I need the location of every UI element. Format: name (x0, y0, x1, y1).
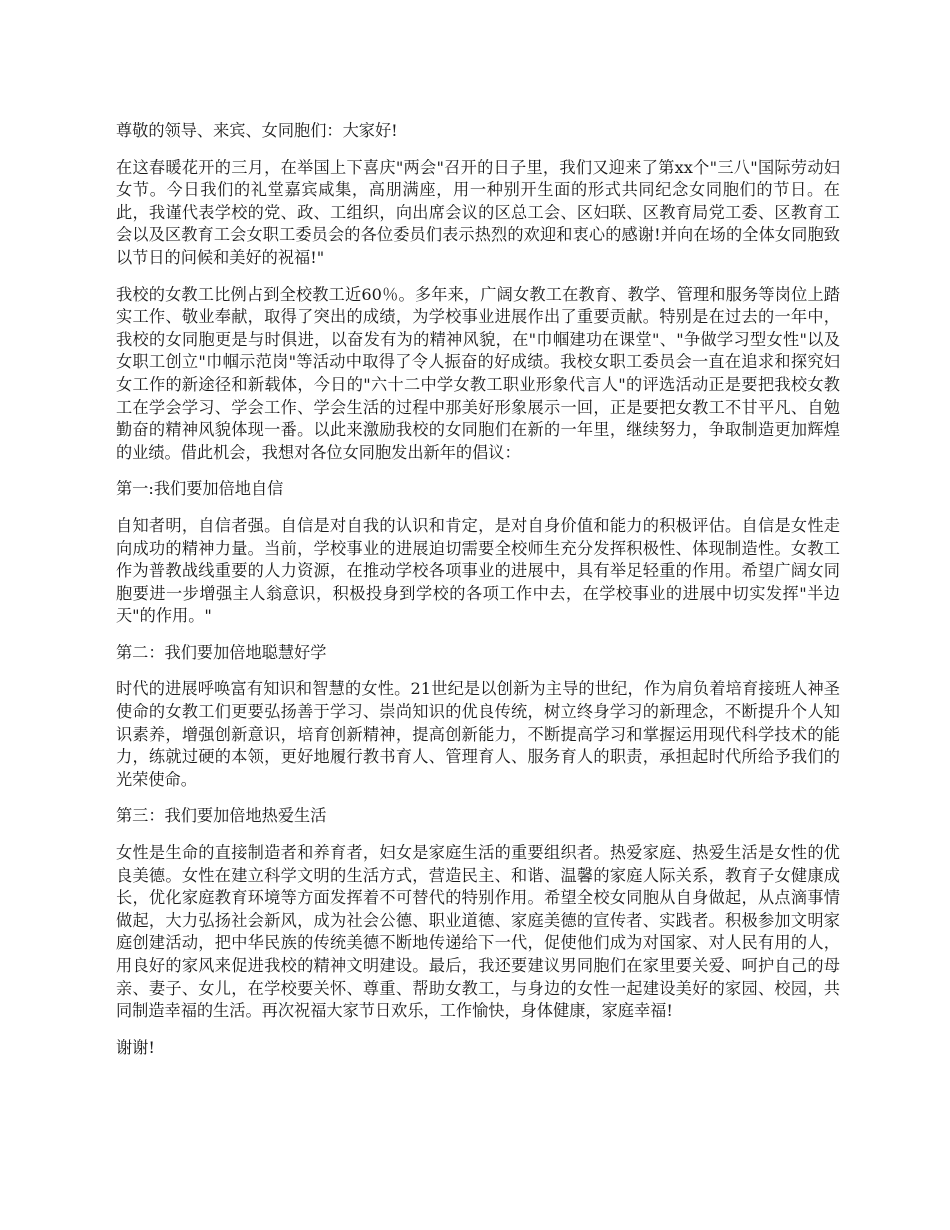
section-2-heading: 第二：我们要加倍地聪慧好学 (116, 642, 327, 662)
section-1-body: 自知者明，自信者强。自信是对自我的认识和肯定，是对自身价值和能力的积极评估。自信是女性走向成功的精神力量。当前，学校事业的进展迫切需要全校师生充分发挥积极性、体现制造性。女教工作为普教战线重要的人力资源，在推动学校各项事业的进展中，具有举足轻重的作用。希望广阔女同胞要进一步增强主人翁意识，积极投身到学校的各项工作中去，在学校事业的进展中切实发挥"半边天"的作用。" (116, 515, 840, 626)
greeting-line: 尊敬的领导、来宾、女同胞们：大家好! (116, 121, 398, 140)
document-page (116, 120, 840, 1073)
section-3-heading: 第三：我们要加倍地热爱生活 (116, 806, 327, 826)
section-1-heading: 第一:我们要加倍地自信 (116, 479, 284, 499)
closing-line: 谢谢! (116, 1037, 155, 1057)
intro-paragraph-1: 在这春暖花开的三月，在举国上下喜庆"两会"召开的日子里，我们又迎来了第xx个"三八"国际劳动妇女节。今日我们的礼堂嘉宾咸集，高朋满座，用一种别开生面的形式共同纪念女同胞们的节日。在此，我谨代表学校的党、政、工组织，向出席会议的区总工会、区妇联、区教育局党工委、区教育工会以及区教育工会女职工委员会的各位委员们表示热烈的欢迎和衷心的感谢!并向在场的全体女同胞致以节日的问候和美好的祝福!" (116, 157, 840, 267)
section-2-body: 时代的进展呼唤富有知识和智慧的女性。21世纪是以创新为主导的世纪，作为肩负着培育接班人神圣使命的女教工们更要弘扬善于学习、崇尚知识的优良传统，树立终身学习的新理念，不断提升个人知识素养，增强创新意识，培育创新精神，提高创新能力，不断提高学习和掌握运用现代科学技术的能力，练就过硬的本领，更好地履行教书育人、管理育人、服务育人的职责，承担起时代所给予我们的光荣使命。 (116, 679, 840, 789)
section-3-body: 女性是生命的直接制造者和养育者，妇女是家庭生活的重要组织者。热爱家庭、热爱生活是女性的优良美德。女性在建立科学文明的生活方式，营造民主、和谐、温馨的家庭人际关系，教育子女健康成长，优化家庭教育环境等方面发挥着不可替代的特别作用。希望全校女同胞从自身做起，从点滴事情做起，大力弘扬社会新风，成为社会公德、职业道德、家庭美德的宣传者、实践者。积极参加文明家庭创建活动，把中华民族的传统美德不断地传递给下一代，促使他们成为对国家、对人民有用的人，用良好的家风来促进我校的精神文明建设。最后，我还要建议男同胞们在家里要关爱、呵护自己的母亲、妻子、女儿，在学校要关怀、尊重、帮助女教工，与身边的女性一起建设美好的家园、校园，共同制造幸福的生活。再次祝福大家节日欢乐，工作愉快，身体健康，家庭幸福! (116, 843, 840, 1021)
intro-paragraph-2: 我校的女教工比例占到全校教工近60％。多年来，广阔女教工在教育、教学、管理和服务等岗位上踏实工作、敬业奉献，取得了突出的成绩，为学校事业进展作出了重要贡献。特别是在过去的一年中，我校的女同胞更是与时俱进，以奋发有为的精神风貌，在"巾帼建功在课堂"、"争做学习型女性"以及女职工创立"巾帼示范岗"等活动中取得了令人振奋的好成绩。我校女职工委员会一直在追求和探究妇女工作的新途径和新载体，今日的"六十二中学女教工职业形象代言人"的评选活动正是要把我校女教工在学会学习、学会工作、学会生活的过程中那美好形象展示一回，正是要把女教工不甘平凡、自勉勤奋的精神风貌体现一番。以此来激励我校的女同胞们在新的一年里，继续努力，争取制造更加辉煌的业绩。借此机会，我想对各位女同胞发出新年的倡议： (116, 284, 840, 462)
